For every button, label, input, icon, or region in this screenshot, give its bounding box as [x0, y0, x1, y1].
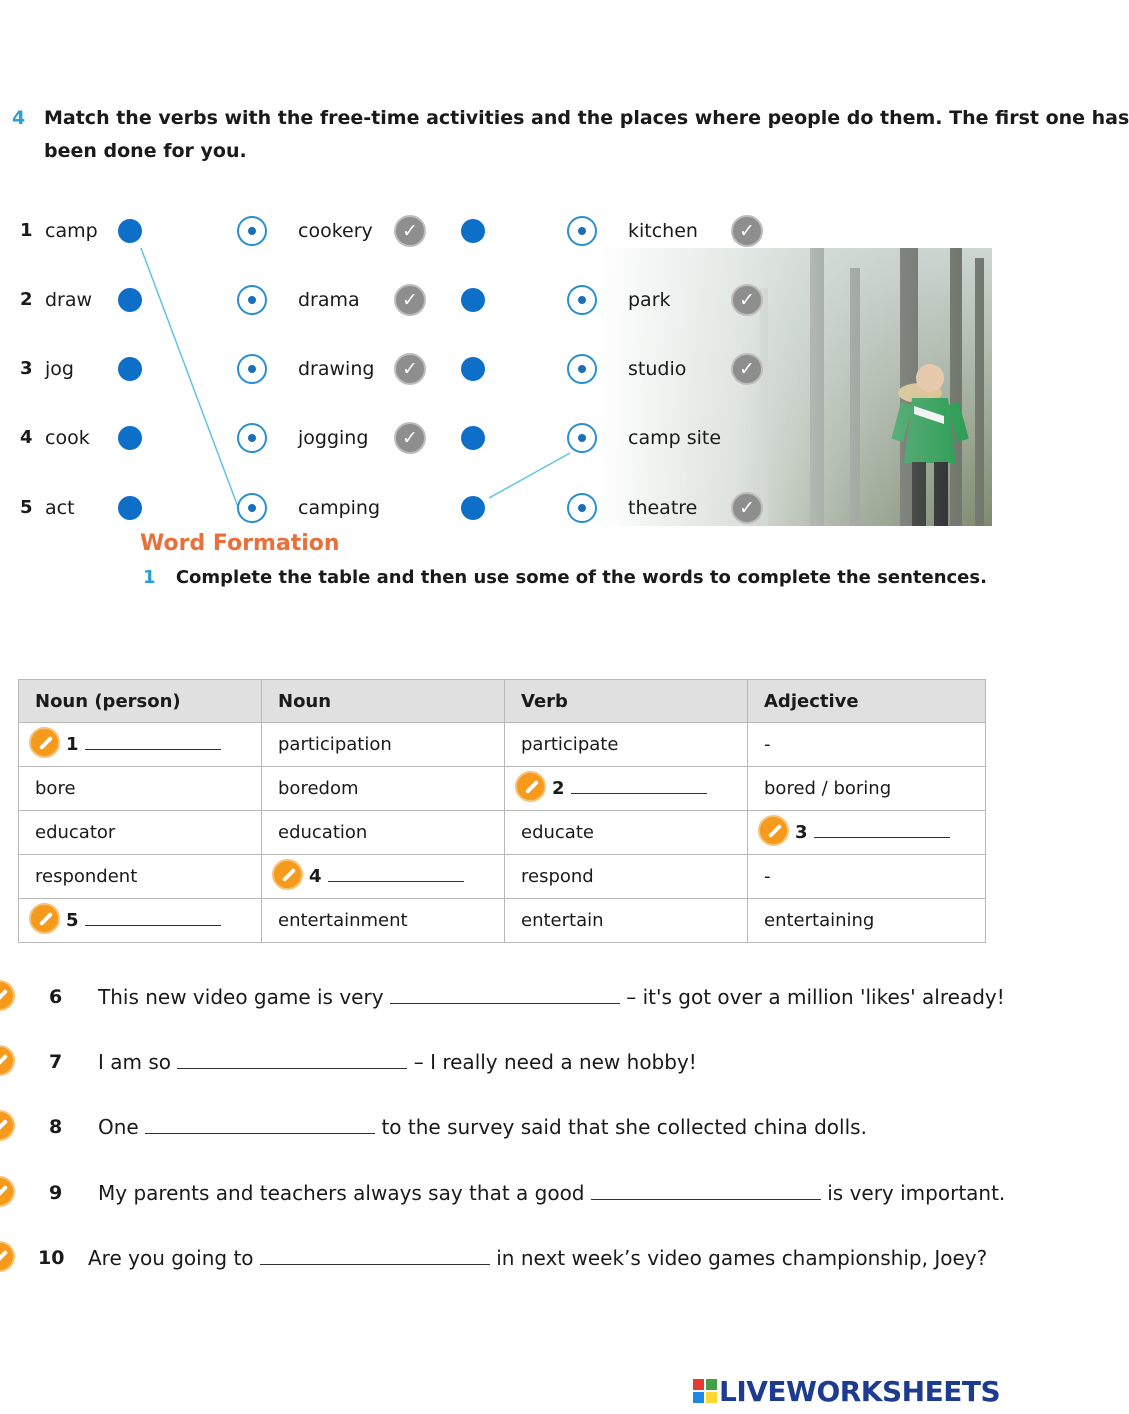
match-row-2: [0, 280, 1000, 320]
check-icon: ✓: [731, 353, 763, 385]
gap-3-input[interactable]: [814, 824, 950, 838]
gap-5-input[interactable]: [85, 912, 221, 926]
pencil-icon: [272, 859, 303, 890]
header-noun-person: Noun (person): [19, 680, 262, 723]
gap-number: 1: [66, 733, 79, 755]
exercise-number: 4: [12, 107, 26, 129]
word-formation-instruction-text: Complete the table and then use some of the words to complete the sentences.: [175, 567, 987, 588]
place-target[interactable]: [567, 423, 597, 453]
activity-dot[interactable]: [461, 288, 485, 312]
activity-dot[interactable]: [461, 219, 485, 243]
table-cell: participate: [505, 723, 748, 767]
table-cell: entertainment: [262, 899, 505, 943]
verb-number: 5: [20, 497, 33, 518]
activity-target[interactable]: [237, 216, 267, 246]
word-formation-instruction: [143, 567, 987, 588]
table-cell: participation: [262, 723, 505, 767]
table-row: [19, 811, 986, 855]
verb-dot[interactable]: [118, 288, 142, 312]
sentence-8-input[interactable]: [145, 1118, 375, 1134]
place-word: theatre: [628, 497, 698, 519]
check-icon: ✓: [731, 492, 763, 524]
verb-number: 4: [20, 427, 33, 448]
match-row-1: [0, 211, 1000, 251]
table-cell: -: [748, 723, 986, 767]
activity-dot[interactable]: [461, 426, 485, 450]
place-word: park: [628, 289, 671, 311]
verb-word: camp: [45, 220, 98, 242]
gap-number: 4: [309, 865, 322, 887]
table-cell: entertaining: [748, 899, 986, 943]
sentence-after: is very important.: [827, 1181, 1006, 1205]
activity-word: drama: [298, 289, 360, 311]
sentence-before: This new video game is very: [98, 985, 384, 1009]
check-icon: ✓: [731, 284, 763, 316]
verb-number: 3: [20, 358, 33, 379]
pencil-icon: [0, 1110, 15, 1141]
check-icon: ✓: [394, 422, 426, 454]
pencil-icon: [29, 727, 60, 758]
gap-cell: [19, 723, 262, 767]
place-word: studio: [628, 358, 687, 380]
verb-dot[interactable]: [118, 496, 142, 520]
gap-2-input[interactable]: [571, 780, 707, 794]
place-target[interactable]: [567, 216, 597, 246]
sentence-9-input[interactable]: [591, 1184, 821, 1200]
table-cell: bore: [19, 767, 262, 811]
table-row: [19, 767, 986, 811]
sentence-text: [98, 1115, 867, 1139]
sentence-10-input[interactable]: [260, 1249, 490, 1265]
activity-dot[interactable]: [461, 496, 485, 520]
pencil-icon: [0, 1176, 15, 1207]
gap-cell: [19, 899, 262, 943]
gap-cell: [262, 855, 505, 899]
gap-number: 3: [795, 821, 808, 843]
pencil-icon: [0, 1241, 15, 1272]
check-icon: ✓: [394, 353, 426, 385]
table-cell: respond: [505, 855, 748, 899]
sentence-text: [98, 1050, 697, 1074]
pencil-icon: [0, 980, 15, 1011]
instruction-line-1: Match the verbs with the free-time activities and the places where people do them. The first one has: [44, 107, 1129, 129]
header-adjective: Adjective: [748, 680, 986, 723]
verb-dot[interactable]: [118, 426, 142, 450]
activity-word: jogging: [298, 427, 369, 449]
logo-icon: [693, 1379, 717, 1403]
verb-dot[interactable]: [118, 219, 142, 243]
sentence-7-input[interactable]: [177, 1053, 407, 1069]
match-row-5: [0, 488, 1000, 528]
sentence-after: – it's got over a million 'likes' already!: [626, 985, 1005, 1009]
gap-cell: [748, 811, 986, 855]
word-formation-number: 1: [143, 567, 156, 588]
header-noun: Noun: [262, 680, 505, 723]
activity-target[interactable]: [237, 493, 267, 523]
sentence-after: to the survey said that she collected china dolls.: [381, 1115, 867, 1139]
gap-1-input[interactable]: [85, 736, 221, 750]
sentence-6-input[interactable]: [390, 988, 620, 1004]
pencil-icon: [758, 815, 789, 846]
verb-word: draw: [45, 289, 93, 311]
word-formation-title: Word Formation: [140, 531, 340, 556]
word-formation-table: [18, 679, 986, 943]
table-header-row: [19, 680, 986, 723]
table-cell: -: [748, 855, 986, 899]
sentence-before: One: [98, 1115, 139, 1139]
table-cell: education: [262, 811, 505, 855]
activity-word: cookery: [298, 220, 373, 242]
place-target[interactable]: [567, 285, 597, 315]
place-word: kitchen: [628, 220, 698, 242]
sentence-before: I am so: [98, 1050, 172, 1074]
match-row-3: [0, 349, 1000, 389]
pencil-icon: [515, 771, 546, 802]
sentence-9: [0, 1172, 1006, 1216]
sentence-number: 9: [49, 1182, 63, 1204]
gap-number: 2: [552, 777, 565, 799]
pencil-icon: [0, 1045, 15, 1076]
verb-number: 2: [20, 289, 33, 310]
sentence-after: in next week’s video games championship, Joey?: [496, 1246, 988, 1270]
table-cell: bored / boring: [748, 767, 986, 811]
table-row: [19, 723, 986, 767]
gap-cell: [505, 767, 748, 811]
header-verb: Verb: [505, 680, 748, 723]
sentence-before: Are you going to: [88, 1246, 254, 1270]
logo-text: LIVEWORKSHEETS: [719, 1374, 1001, 1408]
sentence-text: [98, 985, 1005, 1009]
table-cell: boredom: [262, 767, 505, 811]
table-row: [19, 855, 986, 899]
activity-target[interactable]: [237, 423, 267, 453]
table-cell: educate: [505, 811, 748, 855]
sentence-after: – I really need a new hobby!: [413, 1050, 697, 1074]
check-icon: ✓: [731, 215, 763, 247]
verb-word: jog: [45, 358, 74, 380]
pencil-icon: [29, 903, 60, 934]
sentence-text: [88, 1246, 987, 1270]
verb-dot[interactable]: [118, 357, 142, 381]
table-cell: respondent: [19, 855, 262, 899]
place-target[interactable]: [567, 354, 597, 384]
verb-number: 1: [20, 220, 33, 241]
sentence-number: 10: [38, 1247, 65, 1269]
place-word: camp site: [628, 427, 722, 449]
table-cell: educator: [19, 811, 262, 855]
place-target[interactable]: [567, 493, 597, 523]
gap-number: 5: [66, 909, 79, 931]
check-icon: ✓: [394, 215, 426, 247]
activity-target[interactable]: [237, 285, 267, 315]
sentence-number: 8: [49, 1116, 63, 1138]
sentence-8: [0, 1106, 1000, 1150]
sentence-7: [0, 1041, 1000, 1085]
gap-4-input[interactable]: [328, 868, 464, 882]
sentence-6: [0, 976, 1005, 1020]
sentence-number: 7: [49, 1051, 63, 1073]
instruction-line-2: been done for you.: [44, 140, 247, 162]
sentence-text: [98, 1181, 1005, 1205]
sentence-number: 6: [49, 986, 63, 1008]
sentence-before: My parents and teachers always say that a good: [98, 1181, 585, 1205]
table-cell: entertain: [505, 899, 748, 943]
activity-target[interactable]: [237, 354, 267, 384]
liveworksheets-logo: [693, 1374, 1000, 1408]
verb-word: cook: [45, 427, 90, 449]
activity-dot[interactable]: [461, 357, 485, 381]
table-row: [19, 899, 986, 943]
activity-word: camping: [298, 497, 381, 519]
match-row-4: [0, 418, 1000, 458]
check-icon: ✓: [394, 284, 426, 316]
verb-word: act: [45, 497, 75, 519]
sentence-10: [0, 1237, 1000, 1281]
activity-word: drawing: [298, 358, 375, 380]
